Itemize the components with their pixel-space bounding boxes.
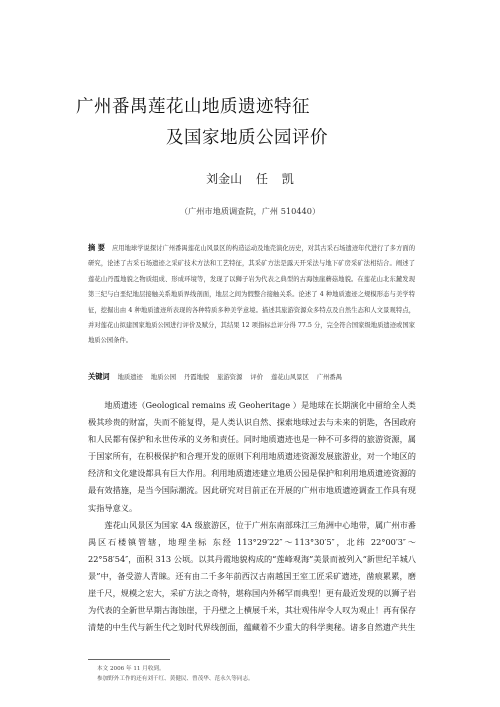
footnote-divider <box>88 659 170 660</box>
keyword: 评价 <box>250 374 263 381</box>
keyword: 莲花山风景区 <box>271 374 309 381</box>
affiliation: （广州市地质调查院，广州 510440） <box>179 206 321 216</box>
footnote: 参加野外工作的还有刘千红、黄健民、曾茂华、范永久等同志。 <box>97 676 254 682</box>
keywords <box>88 372 418 382</box>
authors: 刘金山 任 凯 <box>206 172 294 186</box>
keyword: 旅游资源 <box>217 374 243 381</box>
footnotes <box>97 664 254 684</box>
title-line-2: 及国家地质公园评价 <box>166 128 328 148</box>
keywords-label: 关键词 <box>88 372 110 381</box>
keyword: 丹霞地貌 <box>184 374 210 381</box>
abstract-text: 应用地球学说探讨广州番禺莲花山风景区的构造运动及地壳演化历史，对其古采石场遗迹年代进行了多方面的研究，论述了古采石场遗迹之采矿技术方法和工艺特征，其采矿方法是露天开采法与地下矿房采矿法相结合。阐述了莲花山丹霞地貌之物质组成、形成环境等，发现了以狮子岩为代表之典型的古海蚀崖蘑菇地貌。在莲花山北东麓发现第三纪与白垩纪地层接触关系地质界线剖面，地层之间为假整合接触关系。论述了 4 种地质遗迹之规模形态与美学特征，挖掘出由 4 种地质遗迹所表现的各种特质多种美学意境。描述其旅游资源众多特点及自然生态和人文景观特点，并对莲花山拟建国家地质公园进行评价及赋分，其结果 12 项指标总评分得 77.5 分，完全符合国家级地质遗迹或国家地质公园条件。 <box>88 245 415 345</box>
body-text <box>88 397 416 636</box>
keyword: 地质遗迹 <box>117 374 143 381</box>
title-line-1: 广州番禺莲花山地质遗迹特征 <box>76 97 310 117</box>
body-paragraph: 地质遗迹（Geological remains 或 Geoheritage ）是地球在长期演化中留给全人类极其珍贵的财富，失而不能复得，是人类认识自然、探索地球过去与未来的钥匙，各国政府和人民都有保护和永世传承的义务和责任。同时地质遗迹也是一种不可多得的旅游资源，属于国家所有，在积极保护和合理开发的原则下利用地质遗迹资源发展旅游业，对一个地区的经济和文化建设都具有巨大作用。利用地质遗迹建立地质公园是保护和利用地质遗迹资源的最有效措施，是当今国际潮流。因此研究对目前正在开展的广州市地质遗迹调查工作具有现实指导意义。 <box>88 400 416 513</box>
abstract <box>88 240 415 349</box>
abstract-label: 摘 要 <box>88 243 105 252</box>
keyword: 地质公园 <box>150 374 176 381</box>
body-paragraph: 莲花山风景区为国家 4A 级旅游区，位于广州东南部珠江三角洲中心地带，属广州市番禺区石楼镇管辖，地理坐标 东经 113°29′22″～113°30′5″，北纬 22°00′3″～22°58′54″，面积 313 公顷。以其丹霞地貌构成的“莲峰观海”美景而被列入“新世纪羊城八景”中，备受游人青睐。还有由二千多年前西汉古南越国王室工匠采矿遗迹，凿痕累累，磨崖千尺，规模之宏大，采矿方法之奇特，堪称国内外稀罕而典型！更有最近发现的以狮子岩为代表的全新世早期古海蚀崖，于丹壁之上横展千米，其壮观伟岸令人叹为观止！再有保存清楚的中生代与新生代之划时代界线剖面，蕴藏着不少重大的科学奥秘。诸多自然遗产共生 <box>88 519 416 633</box>
footnote: 本文 2006 年 11 月收到。 <box>97 666 165 672</box>
keyword: 广州番禺 <box>316 374 342 381</box>
